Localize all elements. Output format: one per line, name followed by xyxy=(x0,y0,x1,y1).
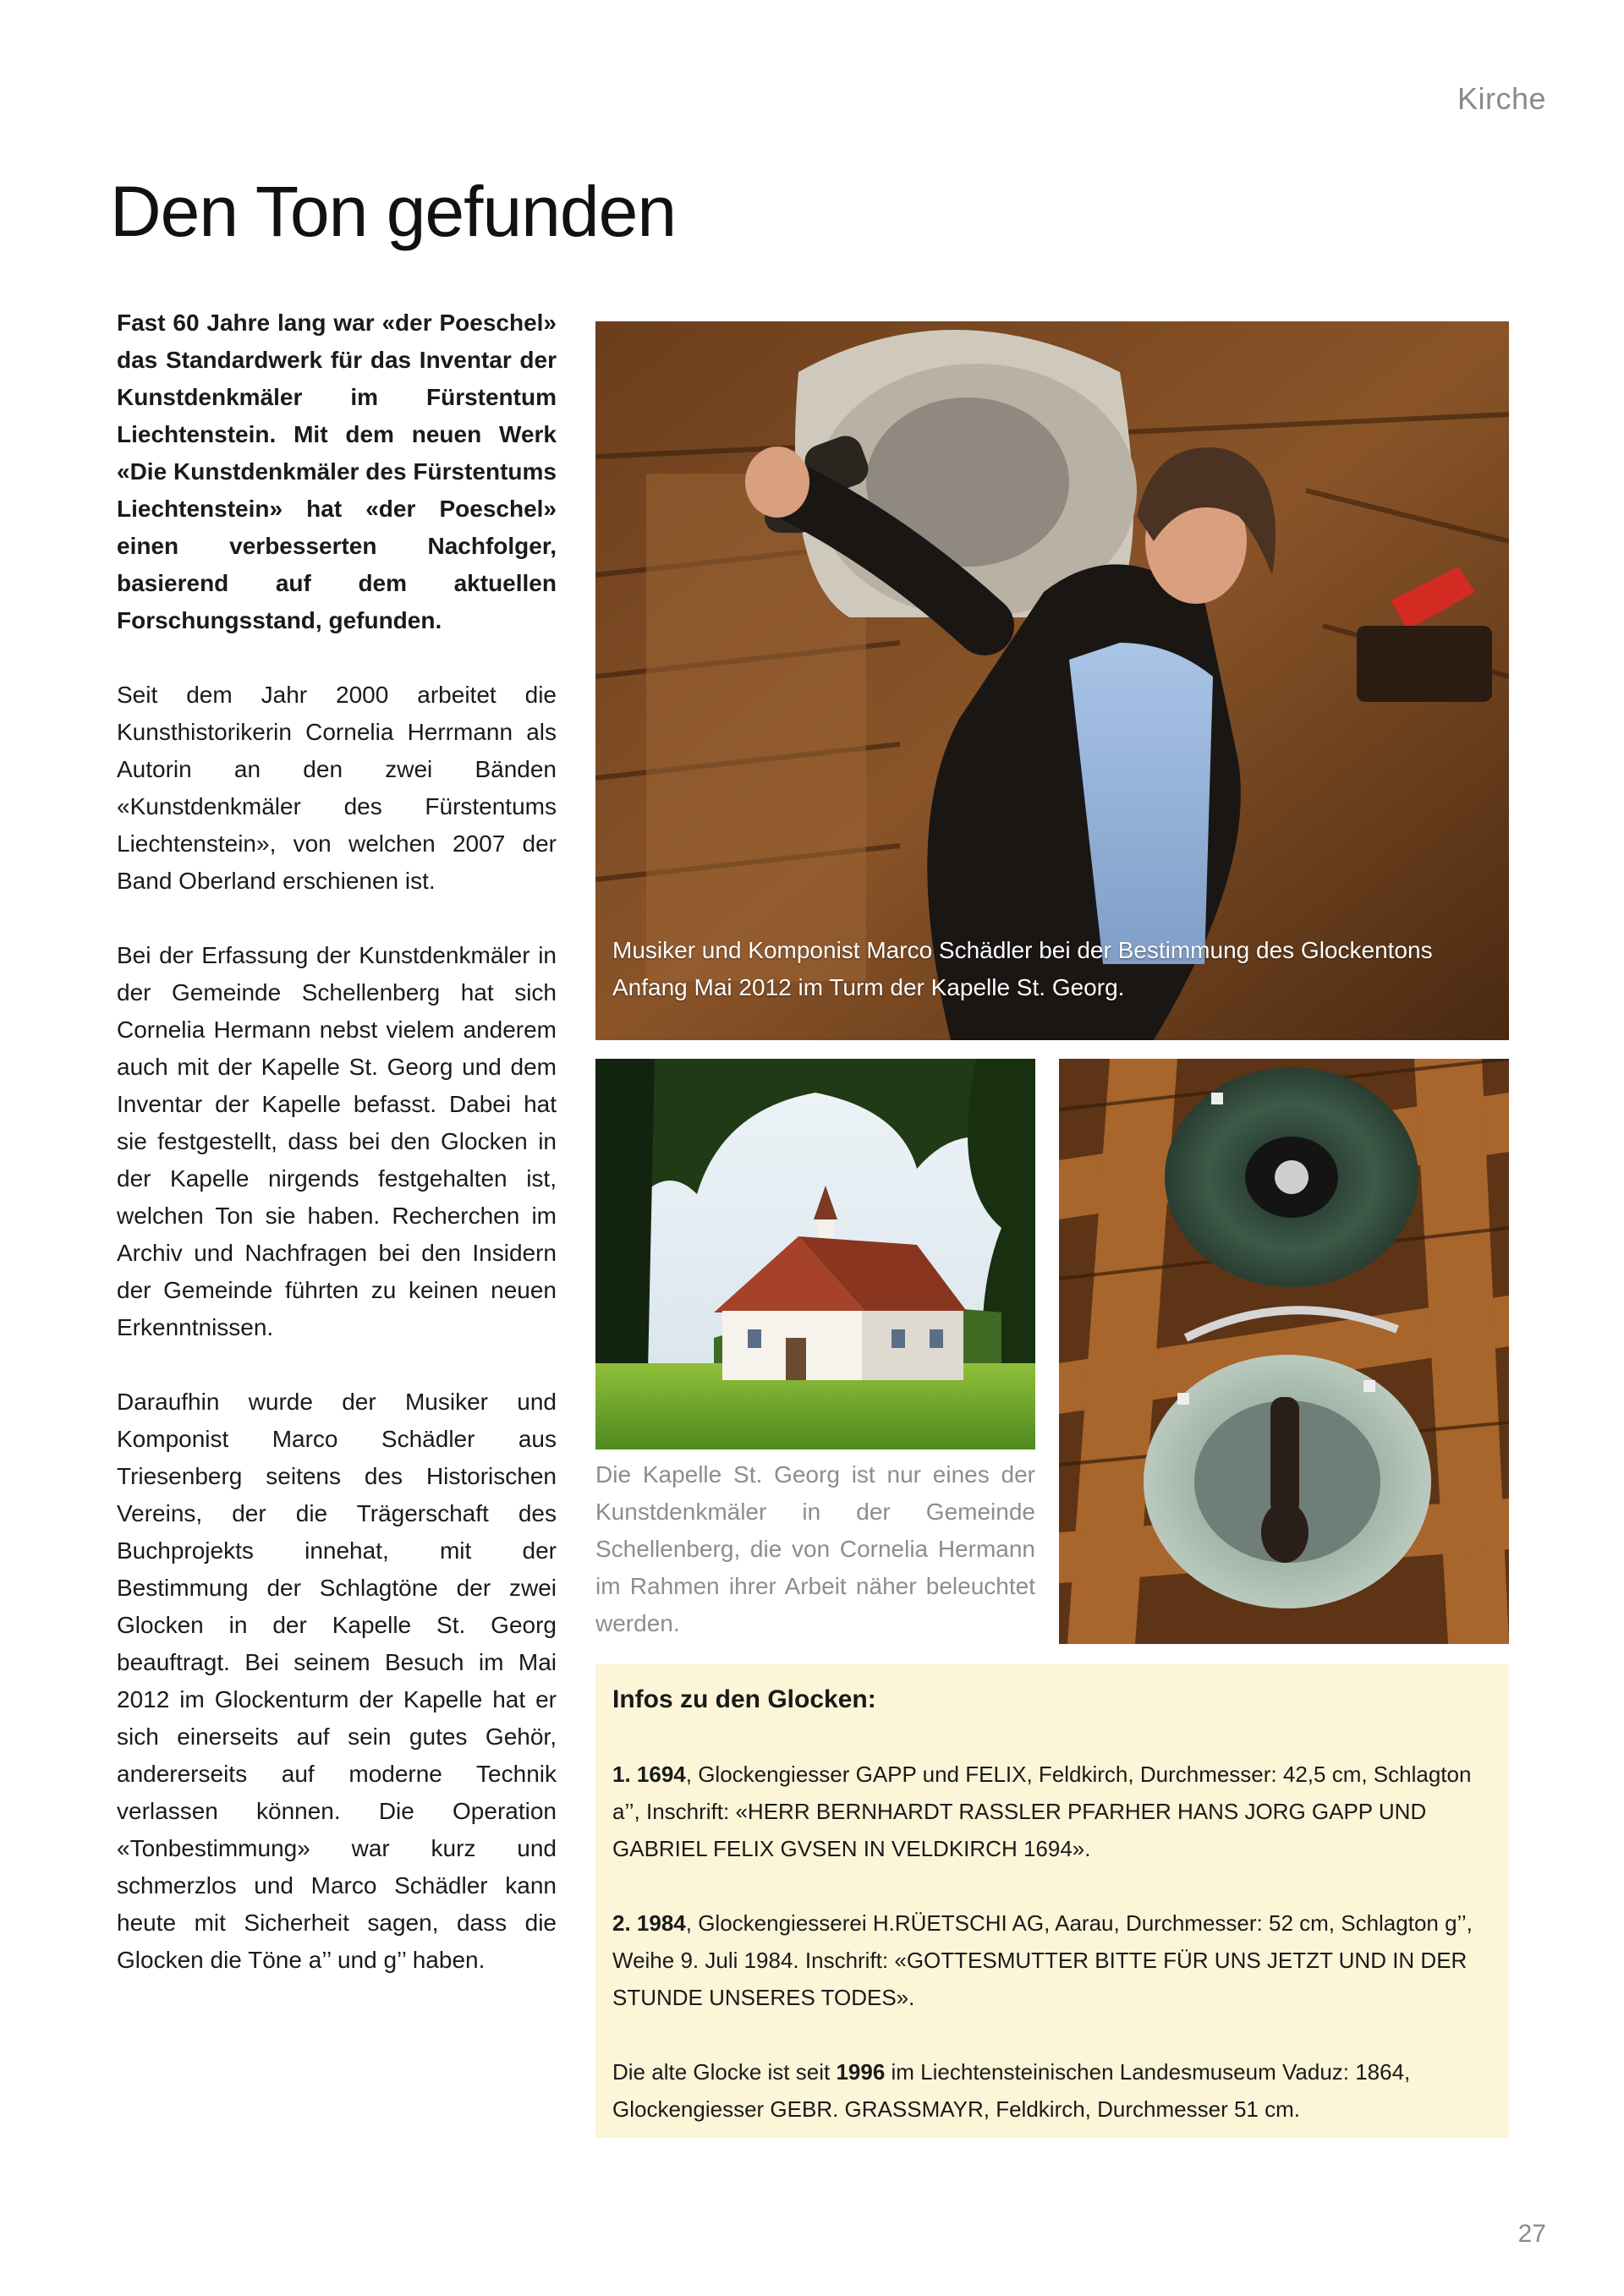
old-bell-pre: Die alte Glocke ist seit xyxy=(612,2059,837,2085)
bell-1-text: , Glockengiesser GAPP und FELIX, Feldkirch, Durchmesser: 42,5 cm, Schlagton a’’, Inschrift: «HERR BERNHARDT RASSLER PFARHER HANS JORG GAPP UND GABRIEL FELIX GVSEN IN VELDKIRCH 1694». xyxy=(612,1762,1472,1861)
musician-photo-caption: Musiker und Komponist Marco Schädler bei der Bestimmung des Glockentons Anfang Mai 2012 im Turm der Kapelle St. Georg. xyxy=(612,937,1433,1000)
page-title: Den Ton gefunden xyxy=(110,172,677,251)
body-paragraph: Seit dem Jahr 2000 arbeitet die Kunsthistorikerin Cornelia Herrmann als Autorin an den zwei Bänden «Kunstdenkmäler des Fürstentums Liechtenstein», von welchen 2007 der Band Oberland erschienen ist. xyxy=(117,682,557,894)
old-bell-year: 1996 xyxy=(836,2059,886,2085)
old-bell-post: im Liechtensteinischen Landesmuseum Vaduz: 1864, Glockengiesser GEBR. GRASSMAYR, Feldkirch, Durchmesser 51 cm. xyxy=(612,2059,1411,2122)
chapel-photo-caption: Die Kapelle St. Georg ist nur eines der Kunstdenkmäler in der Gemeinde Schellenberg, die von Cornelia Hermann im Rahmen ihrer Arbeit näher beleuchtet werden. xyxy=(595,1461,1035,1636)
bell-info-title: Infos zu den Glocken: xyxy=(612,1685,876,1713)
body-paragraph: Bei der Erfassung der Kunstdenkmäler in der Gemeinde Schellenberg hat sich Cornelia Hermann nebst vielem anderem auch mit der Kapelle St. Georg und dem Inventar der Kapelle befasst. Dabei hat sie festgestellt, dass bei den Glocken in der Kapelle nirgends festgehalten ist, welchen Ton sie haben. Recherchen im Archiv und Nachfragen bei den Insidern der Gemeinde führten zu keinen neuen Erkenntnissen. xyxy=(117,942,557,1340)
bell-info-box xyxy=(595,1664,1509,2138)
chapel-photo-illustration xyxy=(595,1059,1035,1449)
section-label: Kirche xyxy=(1457,81,1546,116)
chapel-photo xyxy=(595,1059,1035,1449)
bell-2-info xyxy=(612,1904,1492,2016)
bell-2-year: 2. 1984 xyxy=(612,1910,686,1936)
lead-paragraph: Fast 60 Jahre lang war «der Poeschel» das Standardwerk für das Inventar der Kunstdenkmäler im Fürstentum Liechtenstein. Mit dem neuen Werk «Die Kunstdenkmäler des Fürstentums Liechtenstein» hat «der Poeschel» einen verbesserten Nachfolger, basierend auf dem aktuellen Forschungsstand, gefunden. xyxy=(117,310,557,633)
old-bell-info xyxy=(612,2053,1492,2128)
bells-photo xyxy=(1059,1059,1509,1644)
bell-2-text: , Glockengiesserei H.RÜETSCHI AG, Aarau, Durchmesser: 52 cm, Schlagton g’’, Weihe 9. Juli 1984. Inschrift: «GOTTESMUTTER BITTE FÜR UNS JETZT UND IN DER STUNDE UNSERES TODES». xyxy=(612,1910,1473,2010)
bell-1-year: 1. 1694 xyxy=(612,1762,686,1787)
page-number: 27 xyxy=(1517,2220,1546,2248)
bell-1-info xyxy=(612,1756,1492,1867)
bells-photo-illustration xyxy=(1059,1059,1509,1644)
article-body xyxy=(117,304,557,2016)
musician-photo xyxy=(595,321,1509,1040)
body-paragraph: Daraufhin wurde der Musiker und Komponist Marco Schädler aus Triesenberg seitens des Historischen Vereins, der die Trägerschaft des Buchprojekts innehat, mit der Bestimmung der Schlagtöne der zwei Glocken in der Kapelle St. Georg beauftragt. Bei seinem Besuch im Mai 2012 im Glockenturm der Kapelle hat er sich einerseits auf sein gutes Gehör, andererseits auf moderne Technik verlassen können. Die Operation «Tonbestimmung» war kurz und schmerzlos und Marco Schädler kann heute mit Sicherheit sagen, dass die Glocken die Töne a’’ und g’’ haben. xyxy=(117,1389,557,1973)
